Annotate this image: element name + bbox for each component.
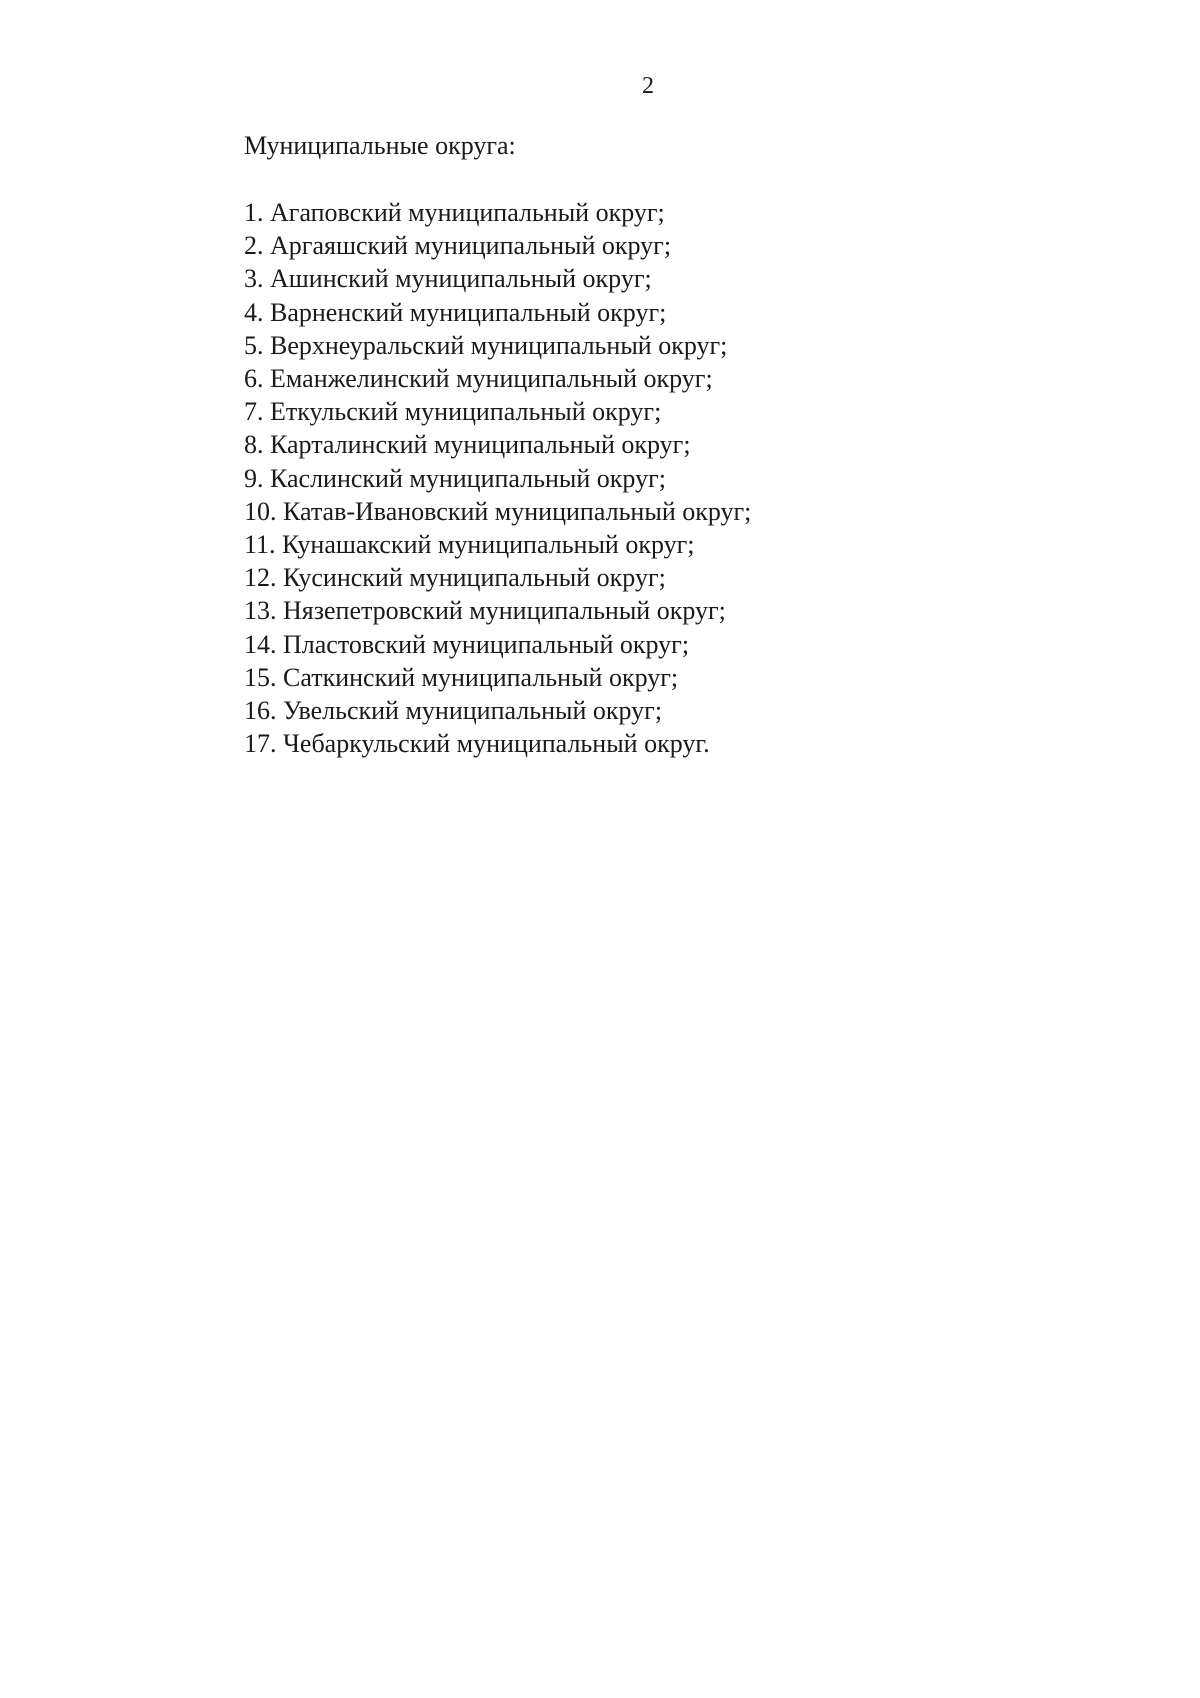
- list-item: 10. Катав-Ивановский муниципальный округ;: [244, 496, 752, 526]
- list-item: 8. Карталинский муниципальный округ;: [244, 430, 691, 460]
- list-item: 2. Аргаяшский муниципальный округ;: [244, 231, 672, 261]
- list-item: 1. Агаповский муниципальный округ;: [244, 198, 665, 227]
- list-item: 15. Саткинский муниципальный округ;: [244, 662, 679, 692]
- district-list: [244, 196, 751, 760]
- page-number: 2: [642, 73, 654, 99]
- list-item: 7. Еткульский муниципальный округ;: [244, 397, 662, 427]
- list-item: 13. Нязепетровский муниципальный округ;: [244, 596, 726, 626]
- list-item: 4. Варненский муниципальный округ;: [244, 297, 667, 327]
- section-heading: Муниципальные округа:: [244, 131, 516, 160]
- list-item: 3. Ашинский муниципальный округ;: [244, 264, 652, 294]
- list-item: 5. Верхнеуральский муниципальный округ;: [244, 330, 728, 360]
- list-item: 6. Еманжелинский муниципальный округ;: [244, 364, 713, 394]
- list-item: 16. Увельский муниципальный округ;: [244, 696, 663, 726]
- list-item: 9. Каслинский муниципальный округ;: [244, 463, 666, 493]
- list-item: 14. Пластовский муниципальный округ;: [244, 629, 690, 659]
- list-item: 11. Кунашакский муниципальный округ;: [244, 530, 695, 560]
- list-item: 12. Кусинский муниципальный округ;: [244, 563, 666, 593]
- list-item: 17. Чебаркульский муниципальный округ.: [244, 729, 710, 759]
